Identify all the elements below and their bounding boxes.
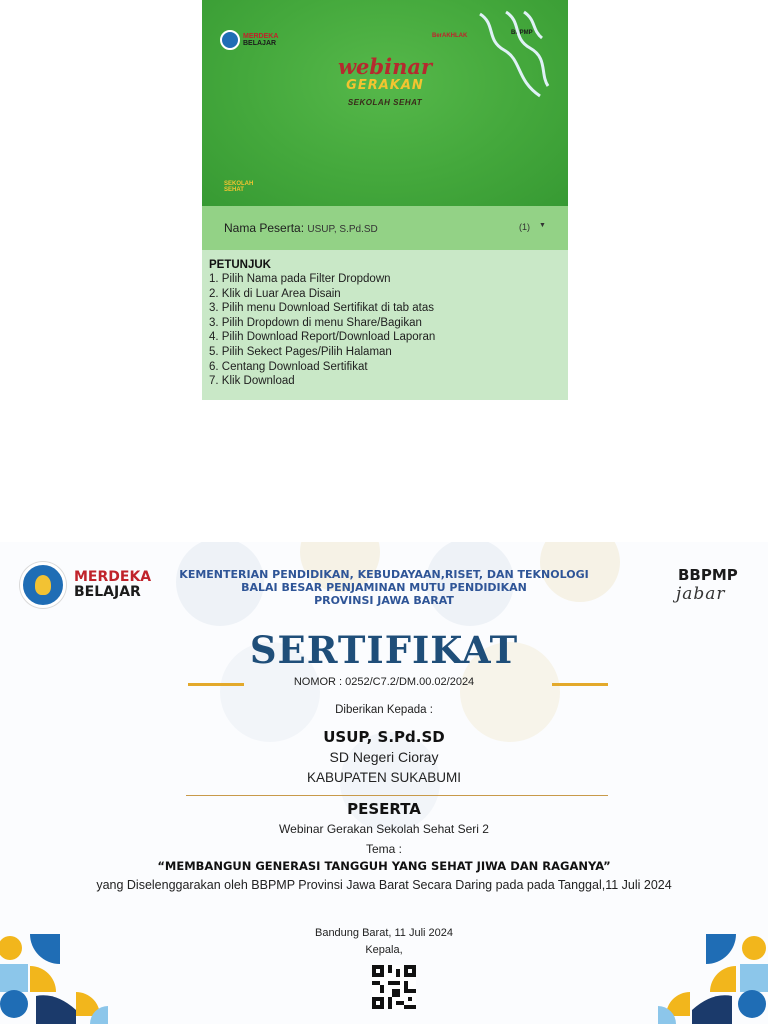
webinar-banner <box>202 0 568 206</box>
sekolah-sehat-logo <box>224 181 253 193</box>
organizer-text: yang Diselenggarakan oleh BBPMP Provinsi Jawa Barat Secara Daring pada pada Tanggal,11 Juli 2024 <box>96 878 672 892</box>
recipient-regency: KABUPATEN SUKABUMI <box>306 770 462 785</box>
certificate-title: SERTIFIKAT <box>249 628 519 672</box>
bbpmp-logo: BBPMP <box>678 566 738 584</box>
recipient-name: USUP, S.Pd.SD <box>323 728 445 746</box>
logo-sehat-text: SEHAT <box>224 187 244 193</box>
recipient-school: SD Negeri Cioray <box>329 749 439 765</box>
filter-label: Nama Peserta: USUP, S.Pd.SD <box>224 221 378 235</box>
filter-label-text: Nama Peserta <box>224 221 301 235</box>
instruction-step: 3. Pilih Dropdown di menu Share/Bagikan <box>209 316 422 329</box>
gerakan-title: GERAKAN <box>346 78 424 93</box>
filter-selected-value: USUP, S.Pd.SD <box>307 224 378 235</box>
place-date: Bandung Barat, 11 Juli 2024 <box>314 927 453 939</box>
event-name: Webinar Gerakan Sekolah Sehat Seri 2 <box>279 822 489 836</box>
instructions-box <box>202 250 568 400</box>
instruction-step: 5. Pilih Sekect Pages/Pilih Halaman <box>209 345 392 358</box>
institution-line-1: KEMENTERIAN PENDIDIKAN, KEBUDAYAAN,RISET, DAN TEKNOLOGI <box>179 568 589 581</box>
divider-line <box>186 795 608 796</box>
corner-shapes-right <box>648 934 768 1024</box>
logo-belajar-text: BELAJAR <box>74 584 141 600</box>
merdeka-belajar-logo <box>220 30 278 50</box>
instruction-step: 3. Pilih menu Download Sertifikat di tab atas <box>209 302 435 315</box>
webinar-title: webinar <box>337 54 433 79</box>
institution-line-3: PROVINSI JAWA BARAT <box>314 594 454 607</box>
instruction-step: 4. Pilih Download Report/Download Laporan <box>209 331 436 344</box>
theme-text: “MEMBANGUN GENERASI TANGGUH YANG SEHAT JIWA DAN RAGANYA” <box>157 859 611 873</box>
webinar-panel <box>202 0 568 400</box>
bbpmp-logo: BBPMP <box>511 30 533 36</box>
corner-shapes-left <box>0 934 122 1024</box>
tut-wuri-seal-icon <box>220 30 240 50</box>
participant-filter-dropdown[interactable] <box>202 206 568 250</box>
instruction-step: 2. Klik di Luar Area Disain <box>209 287 341 300</box>
berakhlak-logo: BerAKHLAK <box>432 33 468 39</box>
instruction-step: 7. Klik Download <box>209 375 295 388</box>
jabar-logo: jabar <box>676 584 726 604</box>
certificate <box>0 542 768 1024</box>
institution-line-2: BALAI BESAR PENJAMINAN MUTU PENDIDIKAN <box>241 581 527 594</box>
instructions-list <box>209 272 435 389</box>
logo-sekolah-text: SEKOLAH <box>224 181 254 187</box>
instruction-step: 1. Pilih Nama pada Filter Dropdown <box>209 273 391 285</box>
instruction-step: 6. Centang Download Sertifikat <box>209 360 368 373</box>
signatory-title: Kepala, <box>365 944 403 956</box>
qr-code <box>372 965 416 1009</box>
recipient-role: PESERTA <box>347 800 421 818</box>
chevron-down-icon[interactable]: ▼ <box>539 222 546 229</box>
sekolah-sehat-title: SEKOLAH SEHAT <box>347 98 423 107</box>
logo-merdeka-text: MERDEKA <box>243 33 279 40</box>
instructions-heading: PETUNJUK <box>209 259 271 271</box>
filter-selection-count: (1) <box>519 222 530 232</box>
logo-merdeka-text: MERDEKA <box>74 569 152 585</box>
logo-belajar-text: BELAJAR <box>243 40 277 47</box>
theme-label: Tema : <box>365 842 402 856</box>
given-to-label: Diberikan Kepada : <box>335 704 433 716</box>
certificate-number: NOMOR : 0252/C7.2/DM.00.02/2024 <box>293 676 475 688</box>
